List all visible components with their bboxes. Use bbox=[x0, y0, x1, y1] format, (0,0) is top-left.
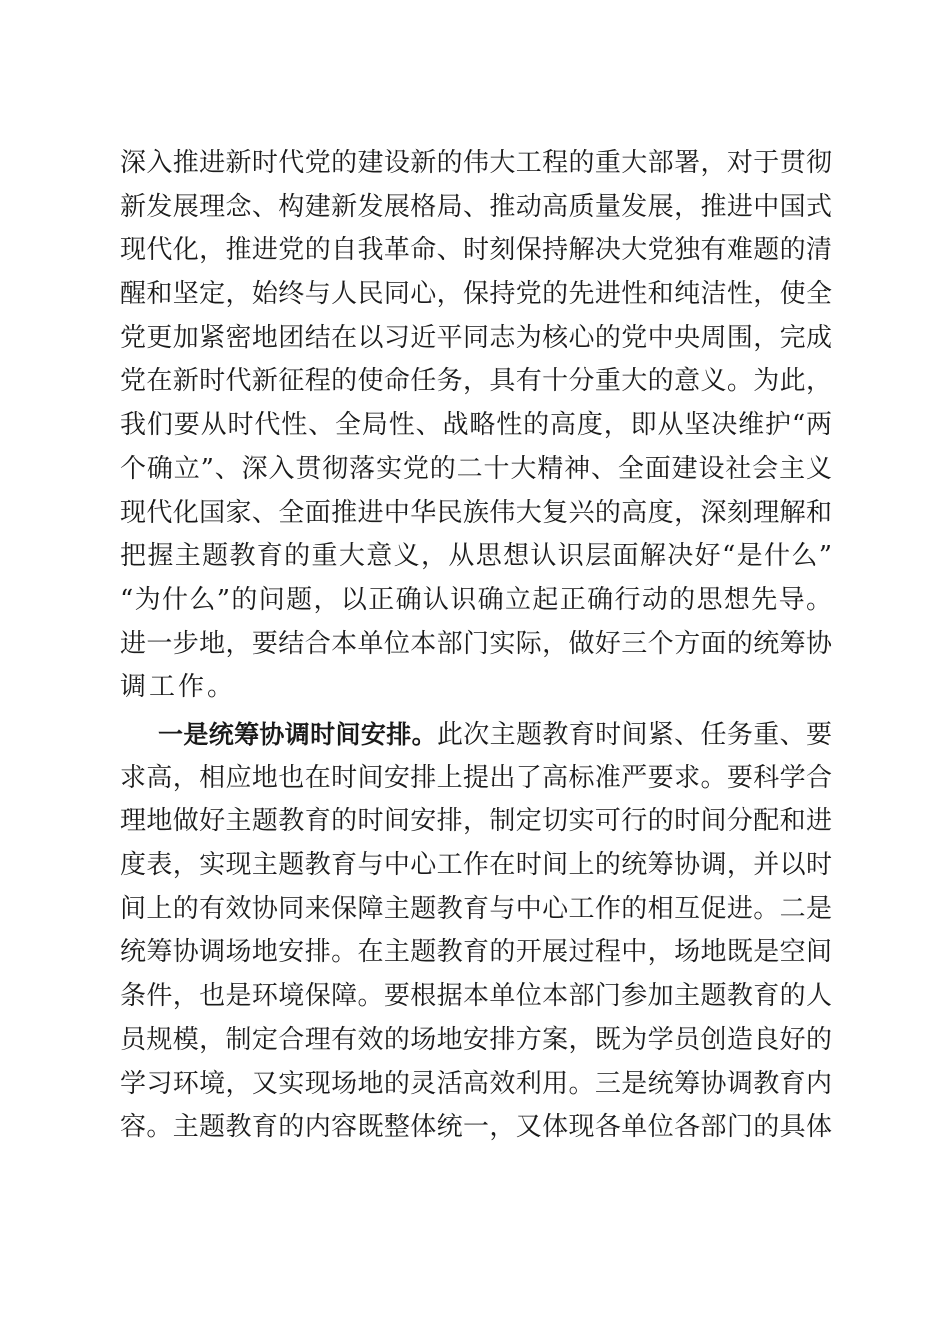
first-line-text: 此次主题教育时间紧、任务重、要 bbox=[436, 720, 832, 750]
text-line: 度表，实现主题教育与中心工作在时间上的统筹协调，并以时 bbox=[120, 850, 832, 881]
text-line: 深入推进新时代党的建设新的伟大工程的重大部署，对于贯彻 bbox=[120, 148, 832, 178]
paragraph-2 bbox=[120, 713, 832, 1150]
text-line: 把握主题教育的重大意义，从思想认识层面解决好“是什么” bbox=[120, 541, 832, 572]
text-line: 容。主题教育的内容既整体统一，又体现各单位各部门的具体 bbox=[120, 1112, 832, 1143]
text-line: 党在新时代新征程的使命任务，具有十分重大的意义。为此， bbox=[120, 366, 832, 397]
text-line: 调工作。 bbox=[120, 672, 237, 703]
text-line-first bbox=[120, 713, 832, 757]
text-line: 求高，相应地也在时间安排上提出了高标准严要求。要科学合 bbox=[120, 762, 832, 793]
text-line: 个确立”、深入贯彻落实党的二十大精神、全面建设社会主义 bbox=[120, 453, 832, 484]
text-line: 醒和坚定，始终与人民同心，保持党的先进性和纯洁性，使全 bbox=[120, 279, 832, 310]
paragraph-1 bbox=[120, 142, 832, 710]
text-line: 我们要从时代性、全局性、战略性的高度，即从坚决维护“两 bbox=[120, 410, 832, 441]
text-line: 现代化，推进党的自我革命、时刻保持解决大党独有难题的清 bbox=[120, 235, 832, 266]
bold-lead-heading: 一是统筹协调时间安排。 bbox=[158, 720, 437, 749]
text-line: 新发展理念、构建新发展格局、推动高质量发展，推进中国式 bbox=[120, 191, 832, 222]
text-line: 理地做好主题教育的时间安排，制定切实可行的时间分配和进 bbox=[120, 806, 832, 837]
text-line: 现代化国家、全面推进中华民族伟大复兴的高度，深刻理解和 bbox=[120, 497, 832, 528]
text-line: 间上的有效协同来保障主题教育与中心工作的相互促进。二是 bbox=[120, 893, 832, 924]
text-line: 统筹协调场地安排。在主题教育的开展过程中，场地既是空间 bbox=[120, 937, 832, 968]
text-line: 进一步地，要结合本单位本部门实际，做好三个方面的统筹协 bbox=[120, 628, 832, 659]
text-line: 学习环境，又实现场地的灵活高效利用。三是统筹协调教育内 bbox=[120, 1068, 832, 1099]
text-line: 条件，也是环境保障。要根据本单位本部门参加主题教育的人 bbox=[120, 981, 832, 1012]
text-line: 党更加紧密地团结在以习近平同志为核心的党中央周围，完成 bbox=[120, 322, 832, 353]
text-line: 员规模，制定合理有效的场地安排方案，既为学员创造良好的 bbox=[120, 1024, 832, 1055]
text-line: “为什么”的问题，以正确认识确立起正确行动的思想先导。 bbox=[120, 584, 832, 615]
